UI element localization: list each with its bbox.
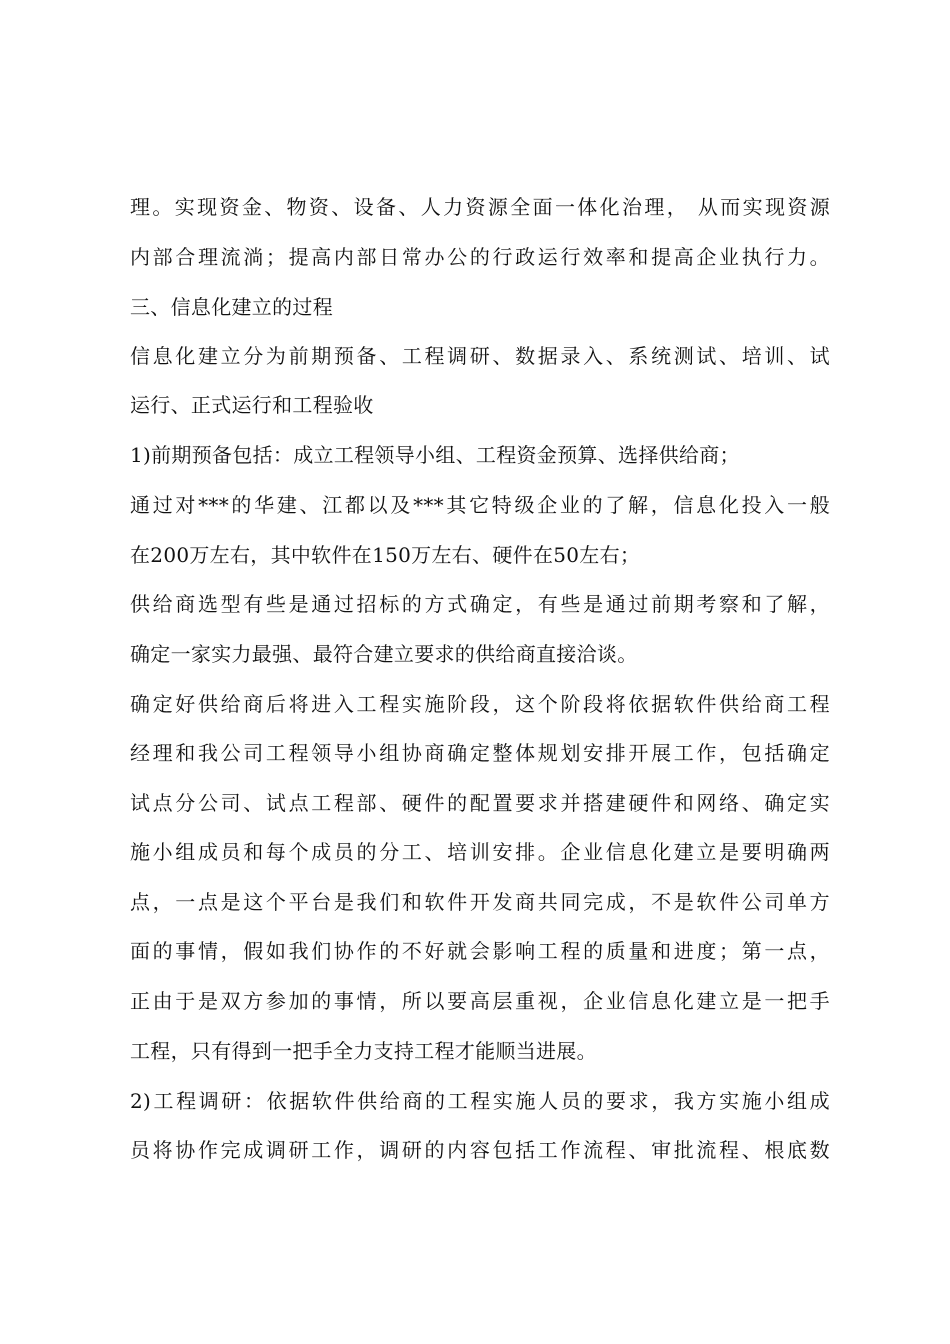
body-text-line: 点，一点是这个平台是我们和软件开发商共同完成，不是软件公司单方 bbox=[130, 890, 830, 914]
body-text-line: 通过对***的华建、江都以及***其它特级企业的了解，信息化投入一般 bbox=[130, 493, 830, 517]
list-item-line: 2)工程调研：依据软件供给商的工程实施人员的要求，我方实施小组成 bbox=[130, 1089, 830, 1113]
body-text-line: 内部合理流淌；提高内部日常办公的行政运行效率和提高企业执行力。 bbox=[130, 245, 830, 269]
section-heading: 三、信息化建立的过程 bbox=[130, 295, 333, 319]
body-text-line: 确定好供给商后将进入工程实施阶段，这个阶段将依据软件供给商工程 bbox=[130, 692, 830, 716]
body-text-line: 员将协作完成调研工作，调研的内容包括工作流程、审批流程、根底数 bbox=[130, 1138, 830, 1162]
list-item-line: 1)前期预备包括：成立工程领导小组、工程资金预算、选择供给商； bbox=[130, 443, 740, 467]
body-text-line: 试点分公司、试点工程部、硬件的配置要求并搭建硬件和网络、确定实 bbox=[130, 791, 830, 815]
body-text-line: 确定一家实力最强、最符合建立要求的供给商直接洽谈。 bbox=[130, 642, 638, 666]
body-text-line: 信息化建立分为前期预备、工程调研、数据录入、系统测试、培训、试 bbox=[130, 344, 830, 368]
body-text-line: 工程，只有得到一把手全力支持工程才能顺当进展。 bbox=[130, 1039, 597, 1063]
body-text-line: 施小组成员和每个成员的分工、培训安排。企业信息化建立是要明确两 bbox=[130, 840, 830, 864]
body-text-line: 在200万左右，其中软件在150万左右、硬件在50左右； bbox=[130, 543, 641, 567]
body-text-line: 供给商选型有些是通过招标的方式确定，有些是通过前期考察和了解， bbox=[130, 592, 830, 616]
body-text-line: 正由于是双方参加的事情，所以要高层重视，企业信息化建立是一把手 bbox=[130, 989, 830, 1013]
body-text-line: 面的事情，假如我们协作的不好就会影响工程的质量和进度；第一点， bbox=[130, 939, 830, 963]
body-text-line: 运行、正式运行和工程验收 bbox=[130, 393, 374, 417]
body-text-line: 理。实现资金、物资、设备、人力资源全面一体化治理， 从而实现资源 bbox=[130, 195, 830, 219]
body-text-line: 经理和我公司工程领导小组协商确定整体规划安排开展工作，包括确定 bbox=[130, 741, 830, 765]
